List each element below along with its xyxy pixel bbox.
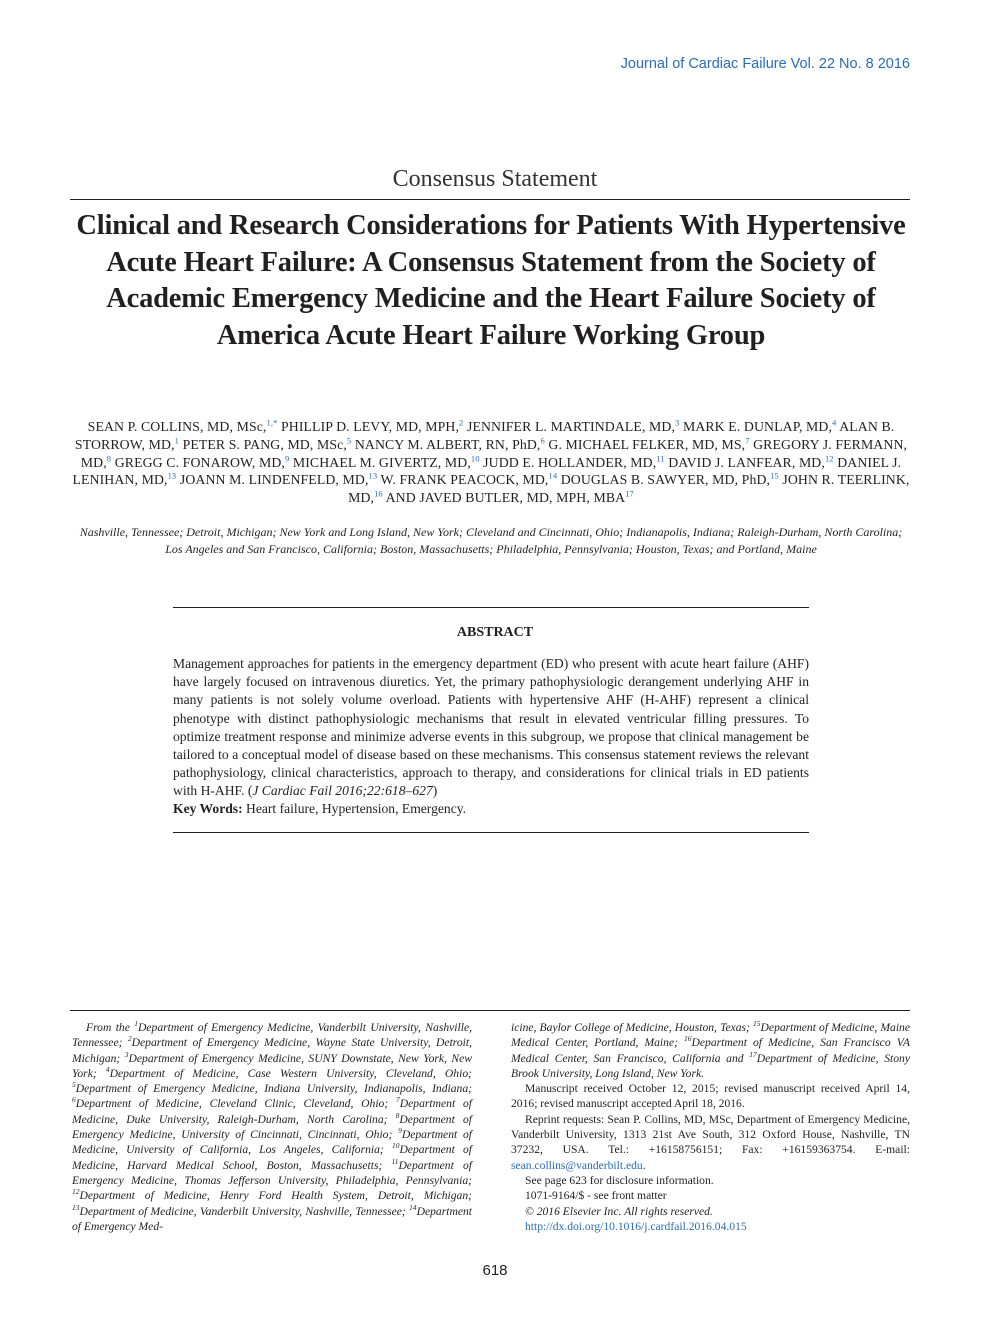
abstract-citation: J Cardiac Fail 2016;22:618–627: [252, 783, 433, 799]
article-title: Clinical and Research Considerations for Patients With Hypertensive Acute Heart Failure: A Consensus Statement from the Society of Academic Emergency Medicine and the Heart Failure Society of America Acute Heart Failure Working Group: [76, 210, 906, 351]
reprint-text: Reprint requests: Sean P. Collins, MD, MSc, Department of Emergency Medicine, Vanderbilt University, 1313 21st Ave South, 312 Oxford House, Nashville, TN 37232, USA. Tel.: +16158756151; Fax: +16159363754. E-mail:: [511, 1112, 910, 1157]
abstract-bottom-divider: [173, 832, 809, 833]
affiliation-number: 6: [72, 1095, 76, 1105]
affiliation-number: 3: [124, 1049, 129, 1059]
author-name: DAVID J. LANFEAR, MD,: [668, 454, 825, 470]
reprint-requests: [511, 1112, 910, 1173]
affiliation-marker[interactable]: 6: [540, 435, 545, 446]
affiliation-marker[interactable]: 3: [675, 417, 680, 428]
author-name: NANCY M. ALBERT, RN, PhD,: [354, 436, 541, 452]
affiliation-marker[interactable]: 1: [174, 435, 179, 446]
issn: 1071-9164/$ - see front matter: [525, 1189, 667, 1203]
author: [561, 472, 779, 487]
affiliation-marker[interactable]: 5: [346, 435, 352, 446]
affiliation-number: 16: [684, 1034, 692, 1044]
citation-open: (: [244, 783, 253, 799]
affiliation-number: 1: [134, 1019, 139, 1029]
keywords-label: Key Words:: [173, 801, 243, 816]
author-name: DANIEL J. LENIHAN, MD,: [72, 454, 902, 488]
title-divider: [70, 199, 910, 200]
section-label: Consensus Statement: [392, 166, 598, 192]
affiliation-number: 10: [391, 1141, 400, 1151]
author-name: DOUGLAS B. SAWYER, MD, PhD,: [560, 472, 771, 488]
abstract-body: [173, 655, 809, 801]
author-name: PETER S. PANG, MD, MSc,: [182, 436, 347, 452]
author-locations: Nashville, Tennessee; Detroit, Michigan; New York and Long Island, New York; Cleveland and Cincinnati, Ohio; Indianapolis, Indiana; Raleigh-Durham, North Carolina; Los Angeles and San Francisco, California; Boston, Massachusetts; Philadelphia, Pennsylvania; Houston, Texas; and Portland, Maine: [79, 525, 903, 556]
affiliation-marker[interactable]: 7: [745, 435, 750, 446]
author: [683, 419, 836, 434]
footnotes-right-column: [511, 1020, 910, 1234]
affiliation-number: 12: [72, 1187, 80, 1197]
affiliation-marker[interactable]: 13: [368, 470, 378, 481]
author: [293, 455, 480, 470]
author-name: MARK E. DUNLAP, MD,: [682, 419, 833, 434]
email-link[interactable]: sean.collins@vanderbilt.edu: [511, 1158, 643, 1172]
author-list: [70, 418, 912, 507]
author-name: ALAN B. STORROW, MD,: [74, 419, 895, 452]
affiliation-marker[interactable]: 13: [167, 470, 177, 481]
author-name: W. FRANK PEACOCK, MD,: [380, 472, 549, 488]
affiliation-marker[interactable]: 4: [832, 417, 837, 428]
author-name: JOHN R. TEERLINK, MD,: [348, 472, 910, 506]
affiliation-number: 17: [749, 1049, 757, 1059]
keywords: [173, 800, 809, 818]
citation-close: ): [432, 783, 438, 799]
footnote-divider: [70, 1010, 910, 1011]
abstract-text: Management approaches for patients in the emergency department (ED) who present with acute heart failure (AHF) have largely focused on intravenous diuretics. Yet, the primary pathophysiologic derangement underlying AHF in many patients is not solely volume overload. Patients with hypertensive AHF (H-AHF) represent a clinical phenotype with distinct pathophysiologic mechanisms that result in elevated ventricular filling pressures. To optimize treatment response and minimize adverse events in this subgroup, we propose that clinical management be tailored to a conceptual model of disease based on these mechanisms. This consensus statement reviews the relevant pathophysiology, clinical characteristics, approach to therapy, and considerations for clinical trials in ED patients with H-AHF.: [173, 656, 809, 799]
affiliation-number: 4: [105, 1065, 110, 1075]
keywords-text: Heart failure, Hypertension, Emergency.: [242, 801, 467, 816]
author-name: AND JAVED BUTLER, MD, MPH, MBA: [385, 490, 626, 506]
affiliation-number: 15: [753, 1019, 761, 1029]
affiliation-marker[interactable]: 8: [106, 453, 112, 463]
author-name: JUDD E. HOLLANDER, MD,: [483, 454, 657, 470]
author-name: GREGG C. FONAROW, MD,: [114, 454, 285, 470]
author: [483, 455, 665, 470]
affiliation-marker[interactable]: 9: [284, 453, 290, 463]
affiliation-number: 5: [72, 1080, 76, 1090]
author: [355, 437, 545, 452]
author: [386, 490, 634, 505]
copyright: © 2016 Elsevier Inc. All rights reserved.: [525, 1204, 713, 1218]
author-name: G. MICHAEL FELKER, MD, MS,: [548, 436, 746, 452]
affiliation-number: 8: [395, 1110, 400, 1120]
manuscript-dates: Manuscript received October 12, 2015; revised manuscript received April 14, 2016; revised manuscript accepted April 18, 2016.: [511, 1082, 910, 1111]
author: [180, 472, 377, 487]
author: [548, 437, 749, 452]
page-number: 618: [482, 1262, 508, 1279]
affiliation-marker[interactable]: 15: [770, 470, 779, 481]
affiliation-number: 7: [396, 1095, 400, 1105]
author-name: GREGORY J. FERMANN, MD,: [80, 436, 908, 470]
author-name: MICHAEL M. GIVERTZ, MD,: [292, 454, 471, 470]
affiliation-marker[interactable]: 2: [459, 417, 464, 428]
author: [467, 419, 679, 434]
affiliation-number: 14: [409, 1202, 417, 1212]
doi-link[interactable]: http://dx.doi.org/10.1016/j.cardfail.2016.04.015: [525, 1219, 747, 1233]
author-name: PHILLIP D. LEVY, MD, MPH,: [281, 419, 460, 434]
affiliations-left-column: From the $^1$Department of Emergency Medicine, Vanderbilt University, Nashville, Tennessee; $^2$Department of Emergency Medicine, Wayne State University, Detroit, Michigan; $^3$Department of Emergency Medicine, SUNY Downstate, New York, New York; $^4$Department of Medicine, Case Western University, Cleveland, Ohio; $^5$Department of Emergency Medicine, Indiana University, Indianapolis, Indiana; $^6$Department of Medicine, Cleveland Clinic, Cleveland, Ohio; $^7$Department of Medicine, Duke University, Raleigh-Durham, North Carolina; $^8$Department of Emergency Medicine, University of Cincinnati, Cincinnati, Ohio; $^9$Department of Medicine, University of California, Los Angeles, California; $^{10}$Department of Medicine, Harvard Medical School, Boston, Massachusetts; $^{11}$Department of Emergency Medicine, Thomas Jefferson University, Philadelphia, Pennsylvania; $^{12}$Department of Medicine, Henry Ford Health System, Detroit, Michigan; $^{13}$Department of Medicine, Vanderbilt University, Nashville, Tennessee; $^{14}$Department of Emergency Med-: [72, 1019, 473, 1233]
disclosure-note: See page 623 for disclosure information.: [525, 1173, 714, 1187]
affiliation-number: 2: [127, 1034, 132, 1044]
abstract-top-divider: [173, 607, 809, 608]
affiliations-continued: icine, Baylor College of Medicine, Houston, Texas; $^{15}$Department of Medicine, Maine Medical Center, Portland, Maine; $^{16}$Department of Medicine, San Francisco VA Medical Center, San Francisco, California and $^{17}$Department of Medicine, Stony Brook University, Long Island, New York.: [511, 1019, 910, 1080]
author: [668, 455, 833, 470]
affiliation-marker[interactable]: 14: [548, 470, 558, 481]
author: [88, 419, 278, 434]
affiliation-marker[interactable]: 1,*: [266, 417, 278, 428]
author: [115, 455, 290, 470]
affiliation-marker[interactable]: 11: [656, 453, 665, 463]
author-name: JOANN M. LINDENFELD, MD,: [179, 472, 369, 488]
author-name: JENNIFER L. MARTINDALE, MD,: [466, 419, 676, 434]
affiliation-marker[interactable]: 10: [470, 453, 480, 463]
affiliation-marker[interactable]: 17: [625, 488, 634, 499]
affiliation-number: 13: [72, 1202, 80, 1212]
journal-header: Journal of Cardiac Failure Vol. 22 No. 8 2016: [620, 56, 910, 72]
abstract-heading: ABSTRACT: [456, 625, 534, 640]
author: [183, 437, 352, 452]
affiliation-number: 9: [398, 1126, 402, 1136]
author-name: SEAN P. COLLINS, MD, MSc,: [87, 419, 267, 434]
affiliation-marker[interactable]: 16: [374, 488, 383, 499]
affiliation-number: 11: [391, 1156, 399, 1166]
email-end: .: [642, 1158, 646, 1172]
affiliation-marker[interactable]: 12: [824, 453, 834, 463]
author: [281, 419, 463, 434]
author: [381, 472, 558, 487]
